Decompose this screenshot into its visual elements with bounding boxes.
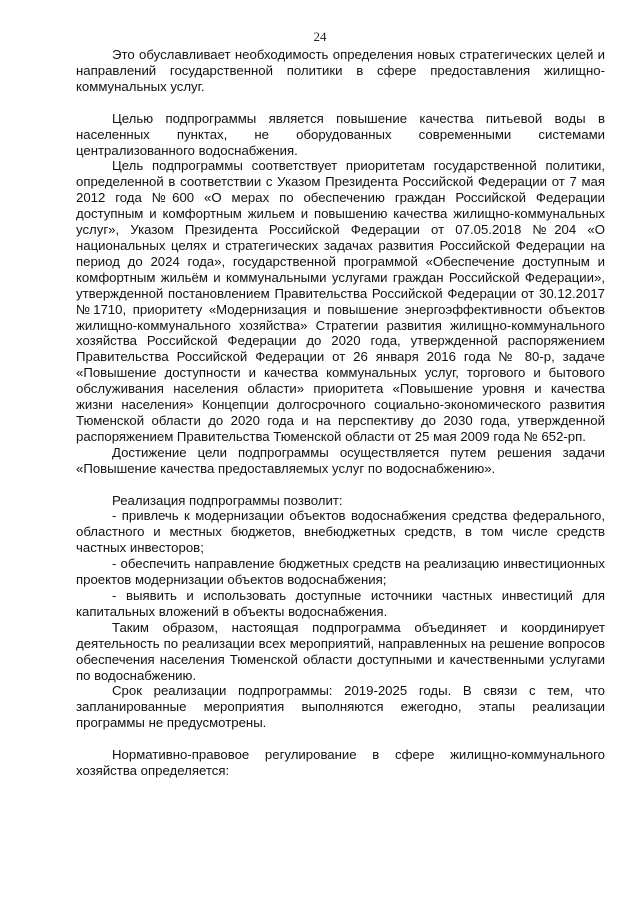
document-body xyxy=(76,47,605,779)
paragraph-coordination: Таким образом, настоящая подпрограмма объединяет и координирует деятельность по реализации всех мероприятий, направленных на решение вопросов обеспечения населения Тюменской области доступными и качественными услугами по водоснабжению. xyxy=(76,619,605,683)
paragraph-goal-alignment: Цель подпрограммы соответствует приоритетам государственной политики, определенной в соответствии с Указом Президента Российской Федерации от 7 мая 2012 года №600 «О мерах по обеспечению граждан Российской Федерации доступным и комфортным жильем и повышению качества жилищно-коммунальных услуг», Указом Президента Российской Федерации от 07.05.2018 №204 «О национальных целях и стратегических задачах развития Российской Федерации на период до 2024 года», государственной программой «Обеспечение доступным и комфортным жильём и коммунальными услугами граждан Российской Федерации», утвержденной постановлением Правительства Российской Федерации от 30.12.2017 №1710, приоритету «Модернизация и повышение энергоэффективности объектов жилищно-коммунального хозяйства» Стратегии развития жилищно-коммунального хозяйства Российской Федерации до 2020 года, утвержденной распоряжением Правительства Российской Федерации от 26 января 2016 года № 80-р, задаче «Повышение доступности и качества коммунальных услуг, торгового и бытового обслуживания населения области» приоритета «Повышение уровня и качества жизни населения» Концепции долгосрочного социально-экономического развития Тюменской области до 2020 года и на перспективу до 2030 года, утвержденной распоряжением Правительства Тюменской области от 25 мая 2009 года № 652-рп. xyxy=(76,158,605,444)
list-item-private-investment: - выявить и использовать доступные источники частных инвестиций для капитальных вложений в объекты водоснабжения. xyxy=(76,588,605,619)
paragraph-timeline: Срок реализации подпрограммы: 2019-2025 годы. В связи с тем, что запланированные мероприятия выполняются ежегодно, этапы реализации программы не предусмотрены. xyxy=(76,683,605,731)
page-number: 24 xyxy=(313,29,327,44)
list-item-budget-direction: - обеспечить направление бюджетных средств на реализацию инвестиционных проектов модернизации объектов водоснабжения; xyxy=(76,556,605,588)
paragraph-implementation-intro: Реализация подпрограммы позволит: xyxy=(112,492,343,508)
list-item-attract-funding: - привлечь к модернизации объектов водоснабжения средства федерального, областного и местных бюджетов, внебюджетных средств, в том числе средств частных инвесторов; xyxy=(76,508,605,556)
paragraph-rationale: Это обуславливает необходимость определения новых стратегических целей и направлений государственной политики в сфере предоставления жилищно-коммунальных услуг. xyxy=(76,47,605,94)
paragraph-regulation: Нормативно-правовое регулирование в сфере жилищно-коммунального хозяйства определяется: xyxy=(76,747,605,779)
paragraph-goal: Целью подпрограммы является повышение качества питьевой воды в населенных пунктах, не оборудованных современными системами централизованного водоснабжения. xyxy=(76,110,605,158)
paragraph-goal-achievement: Достижение цели подпрограммы осуществляется путем решения задачи «Повышение качества предоставляемых услуг по водоснабжению». xyxy=(76,444,605,476)
